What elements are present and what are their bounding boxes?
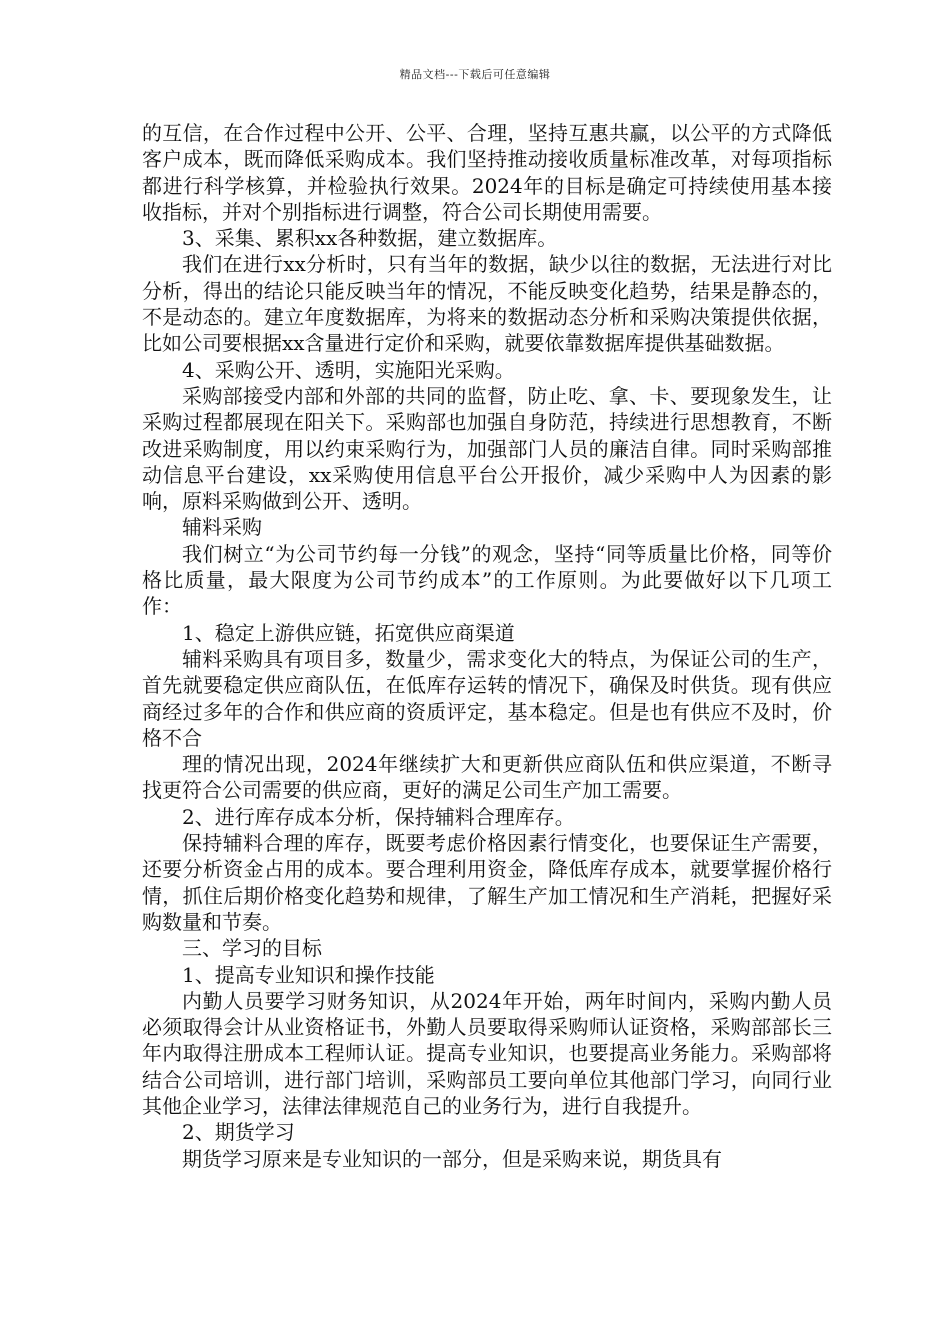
paragraph: 1、提高专业知识和操作技能 xyxy=(182,962,435,987)
page-header: 精品文档---下载后可任意编辑 xyxy=(399,68,551,81)
paragraph: 我们在进行xx分析时，只有当年的数据，缺少以往的数据，无法进行对比分析，得出的结论只能反映当年的情况，不能反映变化趋势，结果是静态的，不是动态的。建立年度数据库，为将来的数据动态分析和采购决策提供依据，比如公司要根据xx含量进行定价和采购，就要依靠数据库提供基础数据。 xyxy=(142,252,832,356)
paragraph: 4、采购公开、透明，实施阳光采购。 xyxy=(182,357,515,382)
paragraph: 3、采集、累积xx各种数据，建立数据库。 xyxy=(182,226,558,251)
paragraph: 辅料采购具有项目多，数量少，需求变化大的特点，为保证公司的生产，首先就要稳定供应商队伍，在低库存运转的情况下，确保及时供货。现有供应商经过多年的合作和供应商的资质评定，基本稳定。但是也有供应不及时，价格不合 xyxy=(142,646,832,750)
paragraph: 内勤人员要学习财务知识，从2024年开始，两年时间内，采购内勤人员必须取得会计从业资格证书，外勤人员要取得采购师认证资格，采购部部长三年内取得注册成本工程师认证。提高专业知识，也要提高业务能力。采购部将结合公司培训，进行部门培训，采购部员工要向单位其他部门学习，向同行业其他企业学习，法律法律规范自己的业务行为，进行自我提升。 xyxy=(142,988,832,1118)
document-body xyxy=(142,120,832,1172)
paragraph: 保持辅料合理的库存，既要考虑价格因素行情变化，也要保证生产需要，还要分析资金占用的成本。要合理利用资金，降低库存成本，就要掌握价格行情，抓住后期价格变化趋势和规律，了解生产加工情况和生产消耗，把握好采购数量和节奏。 xyxy=(142,831,832,934)
paragraph: 2、期货学习 xyxy=(182,1120,295,1145)
paragraph: 辅料采购 xyxy=(182,515,262,540)
paragraph: 期货学习原来是专业知识的一部分，但是采购来说，期货具有 xyxy=(182,1146,722,1171)
paragraph: 的互信，在合作过程中公开、公平、合理，坚持互惠共赢，以公平的方式降低客户成本，既而降低采购成本。我们坚持推动接收质量标准改革，对每项指标都进行科学核算，并检验执行效果。2024年的目标是确定可持续使用基本接收指标，并对个别指标进行调整，符合公司长期使用需要。 xyxy=(142,121,832,224)
paragraph: 采购部接受内部和外部的共同的监督，防止吃、拿、卡、要现象发生，让采购过程都展现在阳关下。采购部也加强自身防范，持续进行思想教育，不断改进采购制度，用以约束采购行为，加强部门人员的廉洁自律。同时采购部推动信息平台建设，xx采购使用信息平台公开报价，减少采购中人为因素的影响，原料采购做到公开、透明。 xyxy=(142,383,832,514)
paragraph: 理的情况出现，2024年继续扩大和更新供应商队伍和供应渠道，不断寻找更符合公司需要的供应商，更好的满足公司生产加工需要。 xyxy=(142,752,832,803)
paragraph: 我们树立“为公司节约每一分钱”的观念，坚持“同等质量比价格，同等价格比质量，最大限度为公司节约成本”的工作原则。为此要做好以下几项工作： xyxy=(142,541,832,619)
paragraph: 三、学习的目标 xyxy=(182,936,322,961)
paragraph: 2、进行库存成本分析，保持辅料合理库存。 xyxy=(182,804,575,829)
paragraph: 1、稳定上游供应链，拓宽供应商渠道 xyxy=(182,620,515,645)
